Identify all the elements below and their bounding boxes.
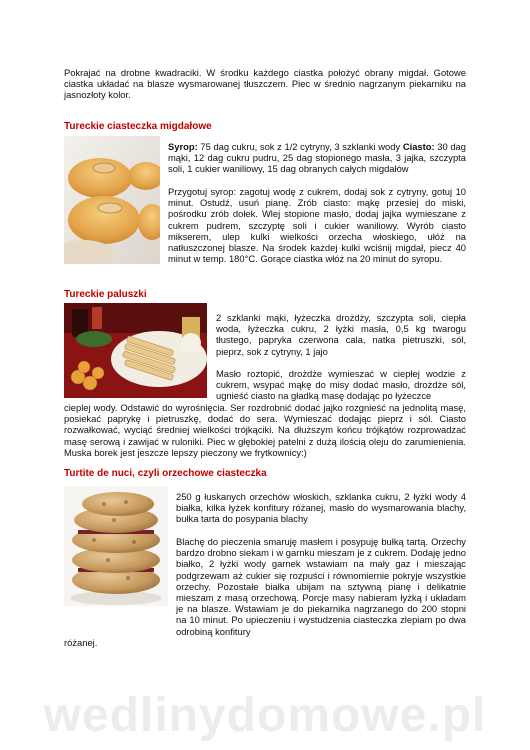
- walnut-cookies-photo: [64, 486, 168, 606]
- almond-cookies-method: Przygotuj syrop: zagotuj wodę z cukrem, dodaj sok z cytryny, gotuj 10 minut. Ostudź, usuń pianę. Zrób ciasto: mąkę przesiej do miski, pośrodku zrób dołek. Wlej stopione masło, dodaj jajka wymieszane z cukrem pudrem, szczyptę soli i cukier waniliowy. Wyrób ciasto mikserem, ulep kulki wielkości orzecha włoskiego, ułóż na natłuszczonej blasze. Na środek każdej kulki wciśnij migdał, piecz 40 minut w temp. 180°C. Gorące ciastka włóż na 20 minut do syropu.: [168, 186, 466, 265]
- almond-cookies-photo: [64, 136, 160, 264]
- intro-paragraph: Pokrajać na drobne kwadraciki. W środku każdego ciastka położyć obrany migdał. Gotowe ciastka układać na blasze wysmarowanej tłuszczem. Piec w średnio nagrzanym piekarniku na jasnozłoty kolor.: [64, 67, 466, 101]
- dough-label: Ciasto:: [402, 141, 435, 152]
- turkish-sticks-photo: [64, 303, 207, 398]
- recipe-title-walnut-cookies: Turtite de nuci, czyli orzechowe ciasteczka: [64, 468, 267, 479]
- recipe-title-turkish-sticks: Tureckie paluszki: [64, 289, 147, 300]
- site-watermark: wedlinydomowe.pl: [43, 689, 487, 742]
- syrup-label: Syrop:: [168, 141, 198, 152]
- turkish-sticks-method-part1: Masło roztopić, drożdże wymieszać w ciepłej wodzie z cukrem, wsypać mąkę do misy dodać masło, drożdże sól, ugnieść ciasto na gładką masę dodając po łyżeczce: [216, 368, 466, 402]
- walnut-cookies-method-part1: Blachę do pieczenia smaruję masłem i posypuję bułką tartą. Orzechy bardzo drobno siekam i w garnku mieszam je z cukrem. Dodaję jedno białko, 2 łyżki wody garnek wstawiam na mały gaz i mieszając podgrzewam aż cukier się rozpuści i równomiernie pokryje wszystkie orzechy. Pozostałe białka ubijam na sztywną pianę i delikatnie mieszam z masą orzechową. Porcje masy nabieram łyżką i układam je na blasze. Wstawiam je do piekarnika nagrzanego do 200 stopni na 10 minut. Po upieczeniu i wystudzenia ciasteczka zlepiam po dwa odrobiną konfitury: [176, 536, 466, 637]
- almond-cookies-ingredients: Syrop: 75 dag cukru, sok z 1/2 cytryny, 3 szklanki wody Ciasto: 30 dag mąki, 12 dag cukru pudru, 25 dag stopionego masła, 3 jajka, szczypta soli, 1 cukier waniliowy, 15 dag obranych całych migdałów: [168, 141, 466, 175]
- turkish-sticks-ingredients: 2 szklanki mąki, łyżeczka drożdży, szczypta soli, ciepła woda, łyżeczka cukru, 2 łyżki masła, 0,5 kg twarogu tłustego, papryka czerwona cala, natka pietruszki, sól, pieprz, sok z cytryny, 1 jajo: [216, 312, 466, 357]
- turkish-sticks-method-part2: cieplej wody. Odstawić do wyrośnięcia. Ser rozdrobnić dodać jajko rozgnieść na jednolitą masę, posiekać paprykę i pietruszkę, dodać do sera. Wymieszać dodając pieprz i sól. Ciasto rozwałkować, wyciąć średniej wielkości trójkąciki. Na dłuższym końcu trójkątów rozprowadzać masę serową i zawijać w ruloniki. Piec w głębokiej patelni z dużą ilością oleju do zarumienienia. Muska borek jest jeszcze lepszy pieczony we frytkownicy:): [64, 402, 466, 458]
- recipe-title-almond-cookies: Tureckie ciasteczka migdałowe: [64, 121, 212, 132]
- walnut-cookies-method-part2: różanej.: [64, 637, 98, 648]
- walnut-cookies-ingredients: 250 g łuskanych orzechów włoskich, szklanka cukru, 2 łyżki wody 4 białka, kilka łyżek konfitury różanej, masło do wysmarowania blachy, bułka tarta do posypania blachy: [176, 491, 466, 525]
